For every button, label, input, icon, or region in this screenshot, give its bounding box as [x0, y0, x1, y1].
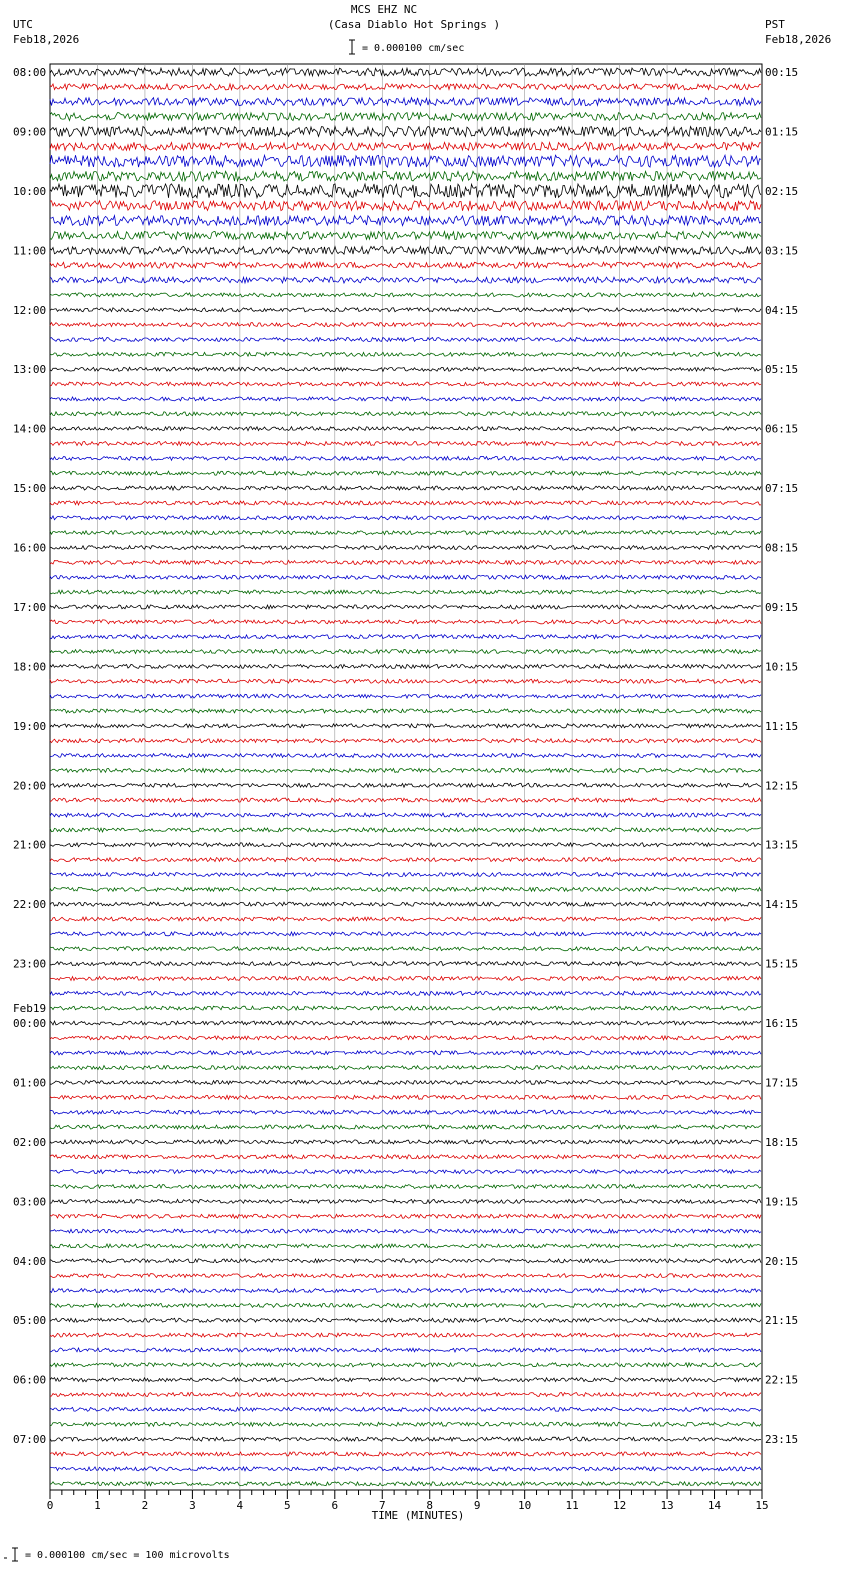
trace-line: [50, 1185, 761, 1189]
trace-line: [50, 367, 761, 371]
left-hour-label: 10:00: [13, 184, 47, 198]
footer-scale-bar-icon: [2, 1546, 18, 1562]
trace-line: [50, 605, 761, 609]
left-date: Feb18,2026: [13, 33, 80, 46]
left-hour-label: 11:00: [13, 244, 47, 258]
trace-line: [50, 412, 761, 416]
trace-line: [50, 246, 761, 254]
left-hour-label: 19:00: [13, 719, 47, 733]
trace-line: [50, 754, 761, 758]
trace-line: [50, 501, 761, 505]
trace-line: [50, 68, 761, 76]
trace-line: [50, 947, 761, 951]
left-hour-label: 01:00: [13, 1076, 47, 1090]
trace-line: [50, 171, 761, 181]
trace-line: [50, 1407, 761, 1411]
x-tick-label: 14: [707, 1499, 722, 1512]
trace-line: [50, 1021, 761, 1025]
right-hour-label: 03:15: [765, 244, 799, 258]
trace-line: [50, 1289, 761, 1293]
right-hour-label: 05:15: [765, 363, 799, 377]
left-hour-label: 00:00: [13, 1017, 47, 1031]
x-tick-label: 15: [755, 1499, 769, 1512]
trace-line: [50, 1066, 761, 1070]
trace-line: [50, 1393, 761, 1397]
trace-line: [50, 184, 761, 198]
right-hour-label: 19:15: [765, 1195, 799, 1209]
trace-line: [50, 1199, 761, 1203]
trace-line: [50, 1244, 761, 1248]
chart-subtitle: (Casa Diablo Hot Springs ): [327, 18, 501, 31]
left-timezone: UTC: [13, 18, 33, 31]
trace-line: [50, 1259, 761, 1263]
trace-line: [50, 126, 761, 136]
trace-line: [50, 635, 761, 639]
trace-line: [50, 397, 761, 401]
trace-line: [50, 338, 761, 342]
trace-line: [50, 768, 761, 772]
right-hour-label: 01:15: [765, 125, 799, 139]
x-tick-label: 8: [426, 1499, 434, 1512]
right-date: Feb18,2026: [765, 33, 832, 46]
trace-line: [50, 1378, 761, 1382]
trace-line: [50, 798, 761, 802]
right-hour-label: 09:15: [765, 600, 799, 614]
left-hour-label: 12:00: [13, 303, 47, 317]
trace-line: [50, 977, 761, 981]
right-hour-label: 10:15: [765, 660, 799, 674]
trace-line: [50, 155, 761, 167]
trace-line: [50, 531, 761, 535]
trace-line: [50, 232, 761, 240]
trace-line: [50, 1348, 761, 1352]
left-hour-label: 17:00: [13, 600, 47, 614]
trace-line: [50, 783, 761, 787]
trace-line: [50, 590, 761, 594]
x-tick-label: 4: [236, 1499, 244, 1512]
trace-line: [50, 352, 761, 356]
left-hour-label: 20:00: [13, 779, 47, 793]
trace-line: [50, 1303, 761, 1307]
x-tick-label: 2: [141, 1499, 149, 1512]
trace-line: [50, 1482, 761, 1486]
right-hour-label: 14:15: [765, 898, 799, 912]
trace-line: [50, 560, 761, 564]
right-hour-label: 18:15: [765, 1135, 799, 1149]
trace-line: [50, 575, 761, 579]
right-hour-label: 23:15: [765, 1433, 799, 1447]
trace-line: [50, 1155, 761, 1159]
trace-line: [50, 98, 761, 106]
right-hour-label: 15:15: [765, 957, 799, 971]
trace-line: [50, 486, 761, 490]
trace-line: [50, 724, 761, 728]
scale-text: = 0.000100 cm/sec: [362, 43, 465, 54]
left-hour-label: 06:00: [13, 1373, 47, 1387]
trace-line: [50, 1363, 761, 1367]
right-hour-label: 02:15: [765, 184, 799, 198]
x-tick-label: 9: [473, 1499, 481, 1512]
trace-line: [50, 142, 761, 150]
trace-line: [50, 1467, 761, 1471]
trace-line: [50, 932, 761, 936]
x-tick-label: 6: [331, 1499, 339, 1512]
right-hour-label: 04:15: [765, 303, 799, 317]
left-hour-label: 05:00: [13, 1314, 47, 1328]
trace-line: [50, 1125, 761, 1129]
chart-title: MCS EHZ NC: [350, 3, 418, 16]
trace-line: [50, 1006, 761, 1010]
right-hour-label: 00:15: [765, 66, 799, 79]
trace-line: [50, 1036, 761, 1040]
right-hour-label: 12:15: [765, 779, 799, 793]
left-hour-label: 23:00: [13, 957, 47, 971]
trace-line: [50, 216, 761, 226]
right-hour-label: 21:15: [765, 1314, 799, 1328]
trace-line: [50, 323, 761, 327]
date-change-label: Feb19: [13, 1002, 47, 1016]
trace-line: [50, 858, 761, 862]
x-tick-label: 3: [189, 1499, 196, 1512]
trace-line: [50, 887, 761, 891]
left-hour-label: 13:00: [13, 363, 47, 377]
trace-line: [50, 873, 761, 877]
right-hour-label: 20:15: [765, 1254, 799, 1268]
x-tick-label: 13: [660, 1499, 674, 1512]
trace-line: [50, 1051, 761, 1055]
trace-line: [50, 546, 761, 550]
left-hour-label: 08:00: [13, 66, 47, 79]
trace-line: [50, 650, 761, 654]
right-hour-label: 11:15: [765, 719, 799, 733]
trace-line: [50, 828, 761, 832]
x-axis-label: TIME (MINUTES): [371, 1509, 465, 1522]
left-hour-label: 16:00: [13, 541, 47, 555]
left-hour-label: 07:00: [13, 1433, 47, 1447]
right-timezone: PST: [765, 18, 785, 31]
trace-line: [50, 1170, 761, 1174]
trace-line: [50, 1318, 761, 1322]
trace-line: [50, 709, 761, 713]
left-hour-label: 22:00: [13, 898, 47, 912]
trace-line: [50, 308, 761, 312]
left-hour-label: 14:00: [13, 422, 47, 436]
x-tick-label: 0: [46, 1499, 54, 1512]
trace-line: [50, 442, 761, 446]
trace-line: [50, 1081, 761, 1085]
trace-line: [50, 516, 761, 520]
left-hour-label: 21:00: [13, 838, 47, 852]
trace-line: [50, 917, 761, 921]
trace-line: [50, 1214, 761, 1218]
left-hour-label: 09:00: [13, 125, 47, 139]
x-tick-label: 12: [612, 1499, 627, 1512]
right-hour-label: 16:15: [765, 1017, 799, 1031]
trace-line: [50, 277, 761, 283]
trace-line: [50, 1333, 761, 1337]
trace-line: [50, 739, 761, 743]
trace-line: [50, 382, 761, 386]
trace-line: [50, 201, 761, 211]
trace-line: [50, 427, 761, 431]
trace-line: [50, 1437, 761, 1441]
right-hour-label: 06:15: [765, 422, 799, 436]
trace-line: [50, 293, 761, 297]
right-hour-label: 22:15: [765, 1373, 799, 1387]
trace-line: [50, 113, 761, 121]
left-hour-label: 02:00: [13, 1135, 47, 1149]
left-hour-label: 03:00: [13, 1195, 47, 1209]
x-tick-label: 11: [565, 1499, 579, 1512]
left-hour-label: 15:00: [13, 482, 47, 496]
x-tick-label: 1: [94, 1499, 101, 1512]
left-hour-label: 04:00: [13, 1254, 47, 1268]
trace-line: [50, 813, 761, 817]
right-hour-label: 07:15: [765, 482, 799, 496]
trace-line: [50, 962, 761, 966]
trace-line: [50, 1095, 761, 1099]
right-hour-label: 13:15: [765, 838, 799, 852]
x-tick-label: 7: [378, 1499, 386, 1512]
trace-line: [50, 843, 761, 847]
trace-line: [50, 664, 761, 668]
trace-line: [50, 1452, 761, 1456]
trace-line: [50, 1229, 761, 1233]
right-hour-label: 08:15: [765, 541, 799, 555]
trace-line: [50, 991, 761, 995]
trace-line: [50, 1422, 761, 1426]
x-tick-label: 5: [284, 1499, 291, 1512]
trace-line: [50, 1110, 761, 1114]
trace-line: [50, 1274, 761, 1278]
trace-line: [50, 456, 761, 460]
trace-line: [50, 471, 761, 475]
trace-line: [50, 262, 761, 268]
trace-line: [50, 1140, 761, 1144]
footer-scale-text: = 0.000100 cm/sec = 100 microvolts: [25, 1550, 230, 1561]
left-hour-label: 18:00: [13, 660, 47, 674]
trace-line: [50, 620, 761, 624]
trace-line: [50, 694, 761, 698]
trace-line: [50, 679, 761, 683]
right-hour-label: 17:15: [765, 1076, 799, 1090]
x-tick-label: 10: [518, 1499, 532, 1512]
trace-line: [50, 84, 761, 90]
trace-line: [50, 902, 761, 906]
